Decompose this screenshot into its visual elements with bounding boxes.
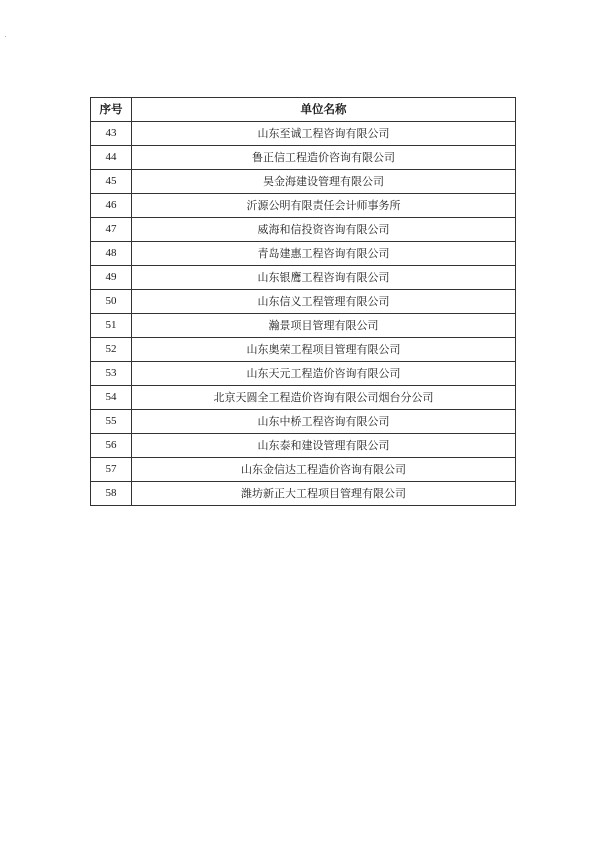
table-row	[91, 194, 516, 218]
table-row	[91, 170, 516, 194]
table-row	[91, 146, 516, 170]
table-row	[91, 434, 516, 458]
row-index: 56	[91, 434, 132, 458]
row-company-name: 沂源公明有限责任会计师事务所	[132, 194, 516, 218]
row-index: 58	[91, 482, 132, 506]
scan-speck	[5, 36, 6, 37]
row-company-name: 鲁正信工程造价咨询有限公司	[132, 146, 516, 170]
row-company-name: 山东至诚工程咨询有限公司	[132, 122, 516, 146]
table-row	[91, 386, 516, 410]
row-company-name: 青岛建惠工程咨询有限公司	[132, 242, 516, 266]
table-row	[91, 242, 516, 266]
table-row	[91, 482, 516, 506]
row-index: 44	[91, 146, 132, 170]
row-company-name: 昊金海建设管理有限公司	[132, 170, 516, 194]
row-index: 47	[91, 218, 132, 242]
row-company-name: 北京天圆全工程造价咨询有限公司烟台分公司	[132, 386, 516, 410]
table-row	[91, 362, 516, 386]
row-company-name: 山东银鹰工程咨询有限公司	[132, 266, 516, 290]
table-row	[91, 218, 516, 242]
table-header-row	[91, 98, 516, 122]
row-index: 51	[91, 314, 132, 338]
row-company-name: 山东天元工程造价咨询有限公司	[132, 362, 516, 386]
table-row	[91, 458, 516, 482]
table-row	[91, 122, 516, 146]
table-row	[91, 338, 516, 362]
table-row	[91, 314, 516, 338]
row-company-name: 山东泰和建设管理有限公司	[132, 434, 516, 458]
company-list-table	[90, 97, 516, 506]
table-row	[91, 290, 516, 314]
row-index: 45	[91, 170, 132, 194]
table-row	[91, 266, 516, 290]
row-index: 50	[91, 290, 132, 314]
row-index: 46	[91, 194, 132, 218]
row-index: 49	[91, 266, 132, 290]
row-company-name: 山东金信达工程造价咨询有限公司	[132, 458, 516, 482]
row-company-name: 潍坊新正大工程项目管理有限公司	[132, 482, 516, 506]
row-company-name: 山东奥荣工程项目管理有限公司	[132, 338, 516, 362]
row-index: 53	[91, 362, 132, 386]
row-index: 52	[91, 338, 132, 362]
row-index: 54	[91, 386, 132, 410]
row-index: 48	[91, 242, 132, 266]
row-company-name: 瀚景项目管理有限公司	[132, 314, 516, 338]
row-company-name: 山东信义工程管理有限公司	[132, 290, 516, 314]
header-company-name: 单位名称	[132, 98, 516, 122]
row-index: 55	[91, 410, 132, 434]
row-company-name: 威海和信投资咨询有限公司	[132, 218, 516, 242]
row-index: 57	[91, 458, 132, 482]
header-index: 序号	[91, 98, 132, 122]
row-company-name: 山东中桥工程咨询有限公司	[132, 410, 516, 434]
row-index: 43	[91, 122, 132, 146]
table-row	[91, 410, 516, 434]
